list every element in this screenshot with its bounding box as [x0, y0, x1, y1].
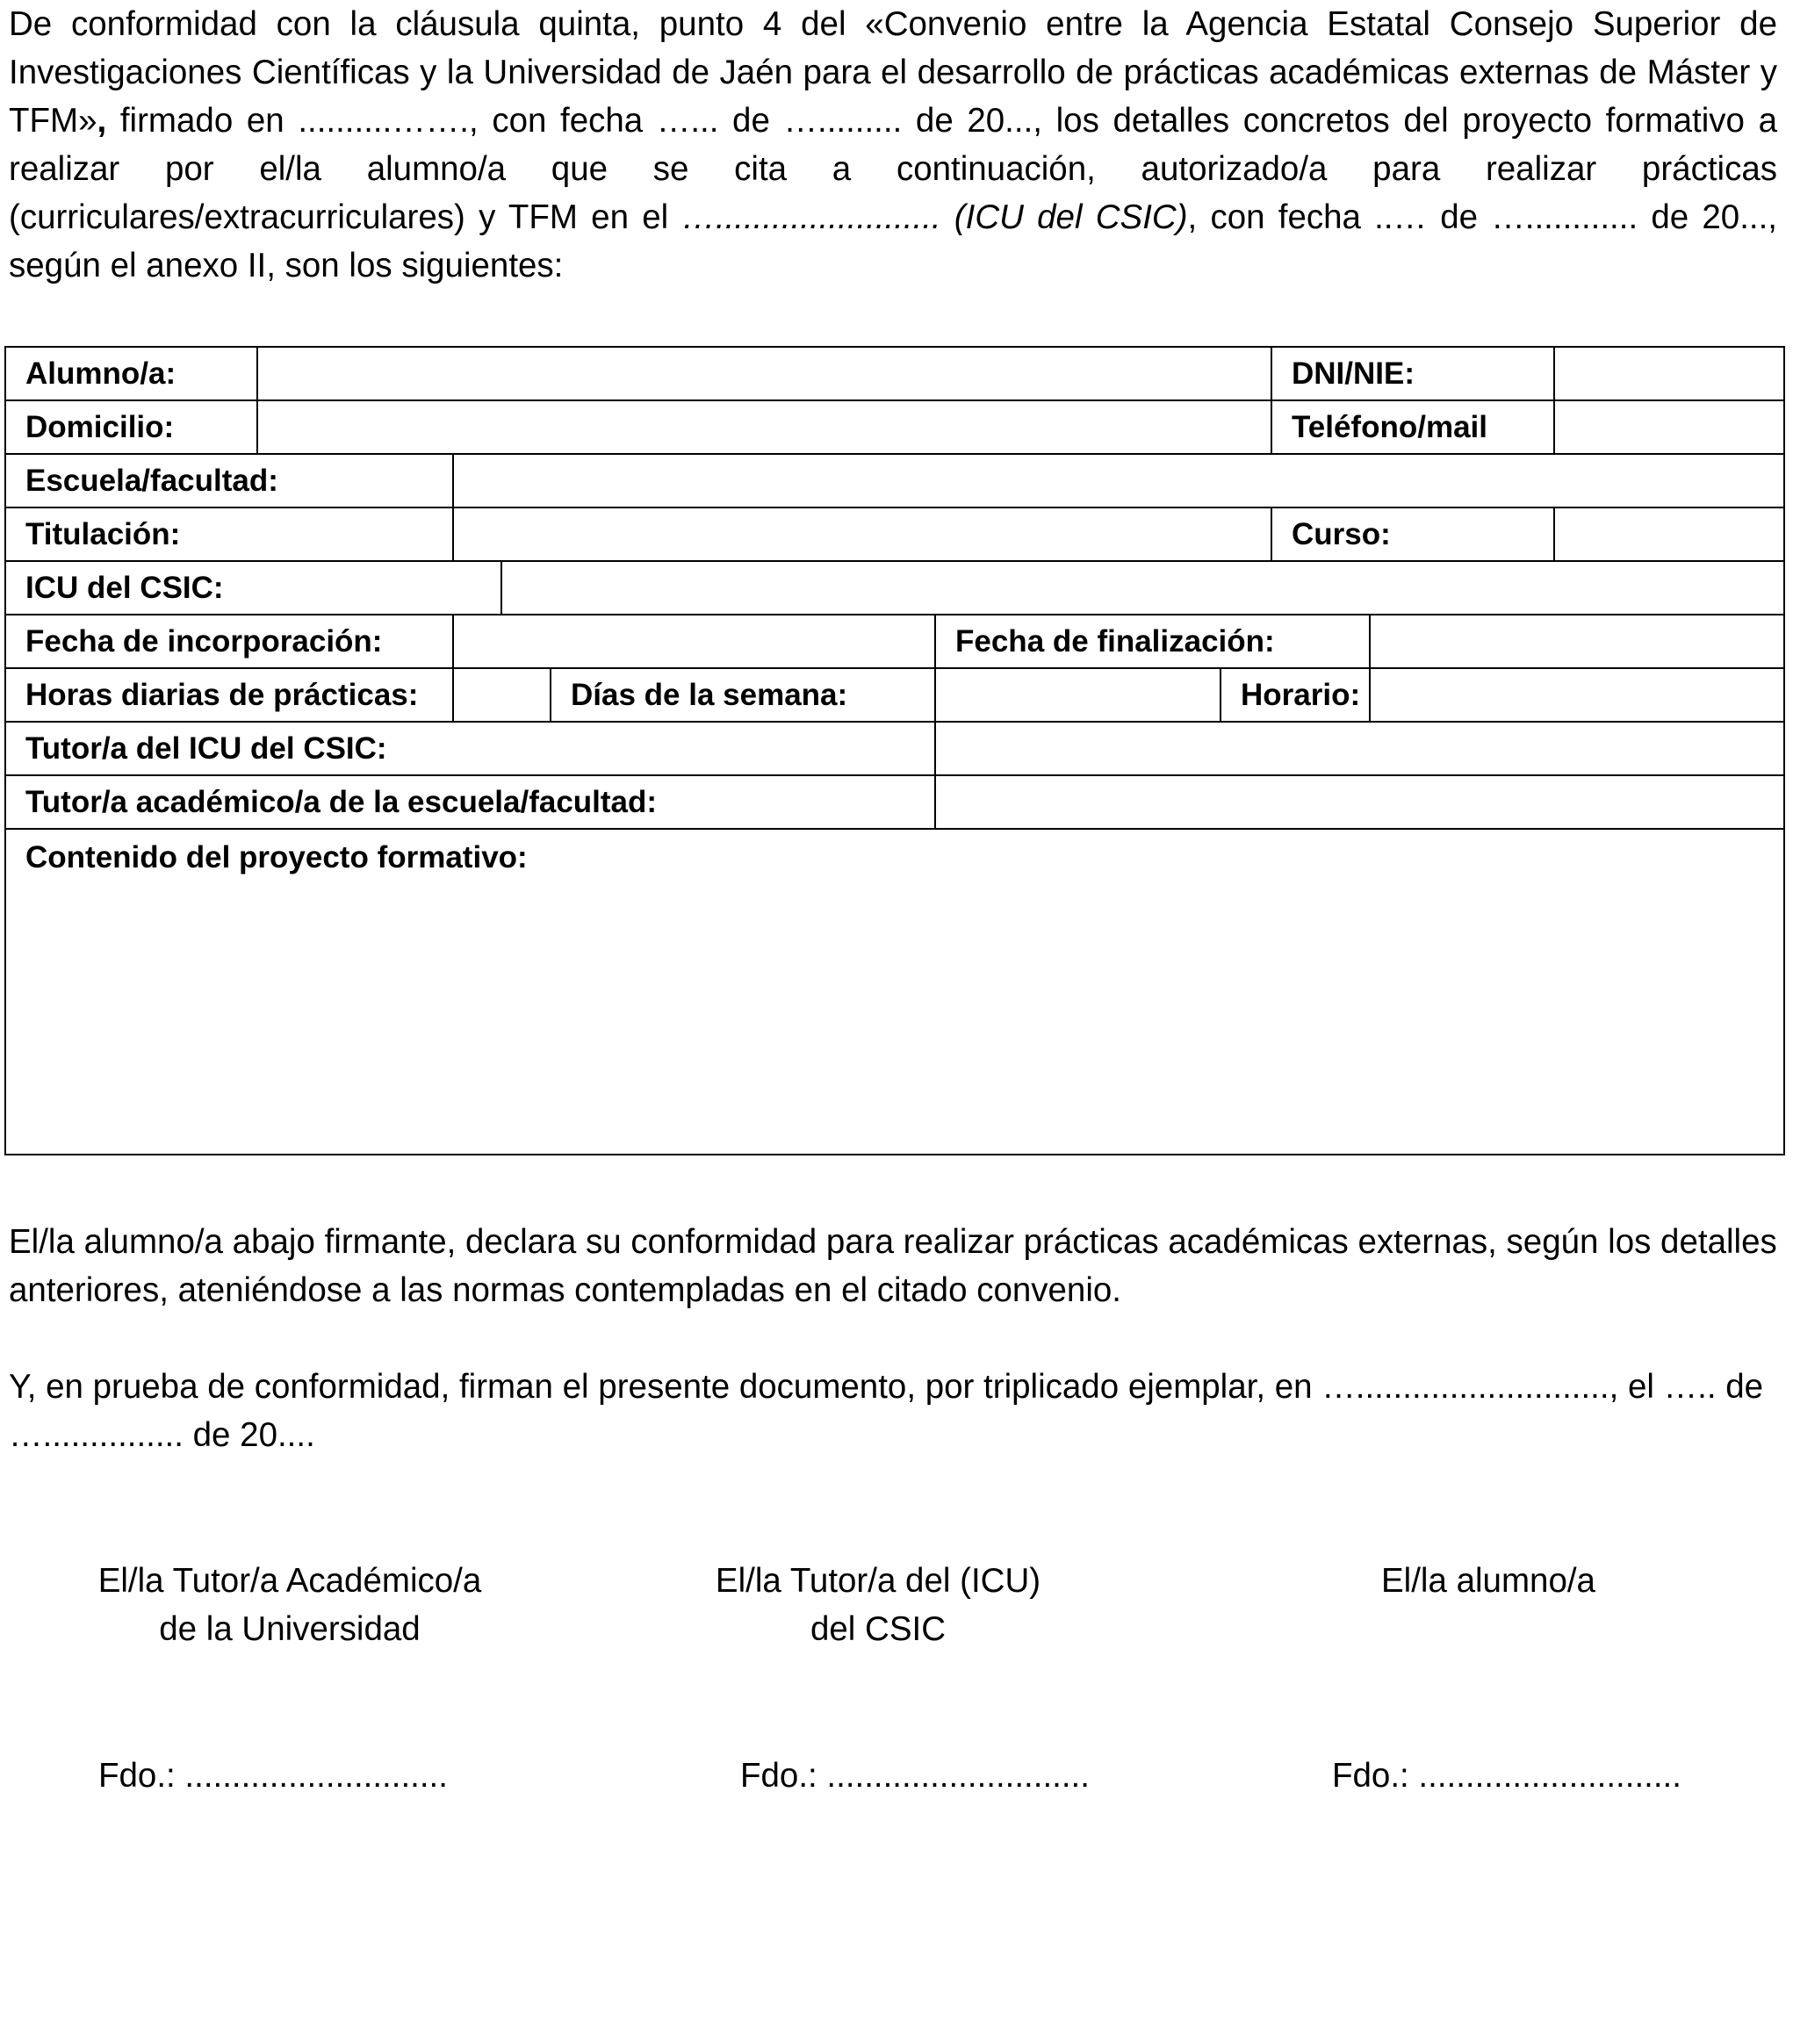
- row-fechas: [5, 615, 1784, 668]
- label-domicilio: Domicilio:: [5, 400, 257, 454]
- field-telefono[interactable]: [1554, 400, 1784, 454]
- field-tutor-icu[interactable]: [935, 722, 1784, 775]
- field-icu[interactable]: [501, 561, 1784, 615]
- row-alumno: [5, 347, 1784, 400]
- field-horas[interactable]: [453, 668, 551, 722]
- field-contenido[interactable]: [5, 829, 1784, 1155]
- intro-icu-placeholder: …........................ (ICU del CSIC): [681, 198, 1188, 236]
- label-dias: Días de la semana:: [551, 668, 935, 722]
- label-tutor-icu: Tutor/a del ICU del CSIC:: [5, 722, 935, 775]
- field-titulacion[interactable]: [453, 507, 1271, 561]
- academic-title-line-2: de la Universidad: [159, 1610, 421, 1648]
- row-tutor-academico: [5, 775, 1784, 829]
- row-tutor-icu: [5, 722, 1784, 775]
- label-telefono: Teléfono/mail: [1271, 400, 1554, 454]
- student-data-table: [4, 346, 1785, 1155]
- signature-icu-tutor: [676, 1557, 1080, 1653]
- field-fecha-incorporacion[interactable]: [453, 615, 935, 668]
- intro-text-1: De conformidad con la cláusula quinta, punto 4 del «Convenio entre la Agencia Estatal Consejo Superior de Investigaciones Científicas y la Universidad de Jaén para el desarrollo de prácticas académicas externas de Máster y TFM»: [9, 5, 1777, 140]
- signature-student: [1308, 1557, 1668, 1605]
- label-fecha-finalizacion: Fecha de finalización:: [935, 615, 1370, 668]
- label-alumno: Alumno/a:: [5, 347, 257, 400]
- student-title: El/la alumno/a: [1381, 1562, 1595, 1600]
- fdo-icu: Fdo.: ............................: [740, 1757, 1090, 1795]
- label-icu: ICU del CSIC:: [5, 561, 501, 615]
- declaration-paragraph: El/la alumno/a abajo firmante, declara su conformidad para realizar prácticas académicas externas, según los detalles anteriores, ateniéndose a las normas contempladas en el citado convenio.: [9, 1223, 1777, 1309]
- label-escuela: Escuela/facultad:: [5, 454, 453, 507]
- field-fecha-finalizacion[interactable]: [1370, 615, 1784, 668]
- label-tutor-academico: Tutor/a académico/a de la escuela/facultad:: [5, 775, 935, 829]
- row-icu: [5, 561, 1784, 615]
- intro-text-3: , con fecha ..… de …............ de 20..., según el anexo II, son los siguientes:: [9, 198, 1777, 284]
- row-escuela: [5, 454, 1784, 507]
- icu-title-line-2: del CSIC: [810, 1610, 947, 1648]
- field-curso[interactable]: [1554, 507, 1784, 561]
- field-escuela[interactable]: [453, 454, 1784, 507]
- conformity-paragraph: Y, en prueba de conformidad, firman el presente documento, por triplicado ejemplar, en …..........................., el ….. de …............... de 20....: [9, 1368, 1764, 1454]
- signature-academic-tutor: [53, 1557, 527, 1653]
- row-contenido: [5, 829, 1784, 1155]
- intro-comma: ,: [97, 102, 107, 140]
- label-fecha-incorporacion: Fecha de incorporación:: [5, 615, 453, 668]
- label-titulacion: Titulación:: [5, 507, 453, 561]
- label-curso: Curso:: [1271, 507, 1554, 561]
- label-dni: DNI/NIE:: [1271, 347, 1554, 400]
- label-horario: Horario:: [1221, 668, 1370, 722]
- row-domicilio: [5, 400, 1784, 454]
- label-contenido: Contenido del proyecto formativo:: [25, 840, 528, 874]
- field-dias[interactable]: [935, 668, 1221, 722]
- field-tutor-academico[interactable]: [935, 775, 1784, 829]
- row-horario: [5, 668, 1784, 722]
- academic-title-line-1: El/la Tutor/a Académico/a: [97, 1562, 482, 1600]
- field-dni[interactable]: [1554, 347, 1784, 400]
- label-horas: Horas diarias de prácticas:: [5, 668, 453, 722]
- field-horario[interactable]: [1370, 668, 1784, 722]
- row-titulacion: [5, 507, 1784, 561]
- fdo-student: Fdo.: ............................: [1332, 1757, 1681, 1795]
- fdo-academic: Fdo.: ............................: [98, 1757, 448, 1795]
- intro-paragraph: [9, 0, 1777, 290]
- field-domicilio[interactable]: [257, 400, 1271, 454]
- intro-text-2: firmado en ..........……., con fecha …... de …......... de 20..., los detalles concretos del proyecto formativo a realizar por el/la alumno/a que se cita a continuación, autorizado/a para realizar prácticas (curriculares/extracurriculares) y TFM en el: [9, 102, 1777, 236]
- field-alumno[interactable]: [257, 347, 1271, 400]
- icu-title-line-1: El/la Tutor/a del (ICU): [715, 1562, 1041, 1600]
